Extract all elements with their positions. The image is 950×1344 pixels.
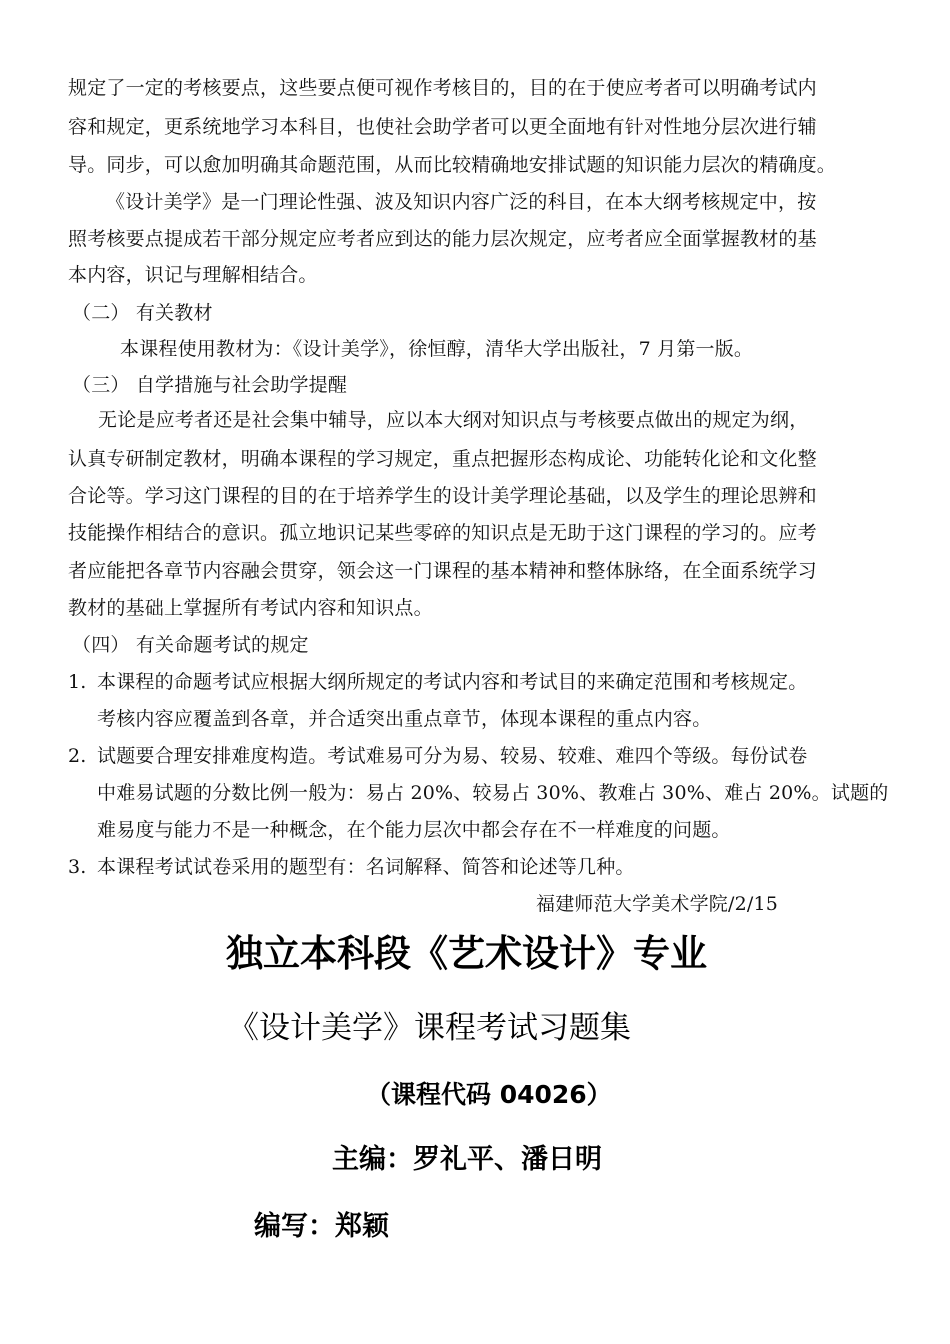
paragraph-line: 无论是应考者还是社会集中辅导，应以本大纲对知识点与考核要点做出的规定为纲， [98, 409, 809, 431]
cover-title: 独立本科段《艺术设计》专业 [226, 932, 707, 975]
page-footer: 福建师范大学美术学院/2/15 [536, 893, 779, 915]
paragraph-line: 《设计美学》是一门理论性强、波及知识内容广泛的科目，在本大纲考核规定中，按 [106, 191, 817, 213]
list-item-line: 中难易试题的分数比例一般为：易占 20%、较易占 30%、教难占 30%、难占 20%。试题的 [97, 782, 889, 804]
paragraph-line: 照考核要点提成若干部分规定应考者应到达的能力层次规定，应考者应全面掌握教材的基 [68, 228, 817, 250]
list-item-number: 3. [68, 856, 87, 878]
list-item-line: 难易度与能力不是一种概念，在个能力层次中都会存在不一样难度的问题。 [97, 819, 731, 841]
paragraph-line: 导。同步，可以愈加明确其命题范围，从而比较精确地安排试题的知识能力层次的精确度。 [68, 154, 837, 176]
course-code: （课程代码 04026） [366, 1080, 612, 1109]
list-item-line: 试题要合理安排难度构造。考试难易可分为易、较易、较难、难四个等级。每份试卷 [97, 745, 808, 767]
paragraph-line: 者应能把各章节内容融会贯穿，领会这一门课程的基本精神和整体脉络，在全面系统学习 [68, 560, 817, 582]
section-heading-exam-rules: （四） 有关命题考试的规定 [72, 634, 309, 656]
paragraph-line: 技能操作相结合的意识。孤立地识记某些零碎的知识点是无助于这门课程的学习的。应考 [68, 522, 817, 544]
list-item-line: 本课程考试试卷采用的题型有：名词解释、简答和论述等几种。 [97, 856, 635, 878]
paragraph-line: 教材的基础上掌握所有考试内容和知识点。 [68, 597, 433, 619]
list-item-number: 1. [68, 671, 87, 693]
section-heading-self-study: （三） 自学措施与社会助学提醒 [72, 374, 348, 396]
section-heading-textbook: （二） 有关教材 [72, 302, 213, 324]
chief-editor: 主编：罗礼平、潘日明 [332, 1144, 602, 1175]
writer: 编写：郑颖 [254, 1211, 389, 1242]
list-item-line: 本课程的命题考试应根据大纲所规定的考试内容和考试目的来确定范围和考核规定。 [97, 671, 808, 693]
list-item-number: 2. [68, 745, 87, 767]
paragraph-line: 本内容，识记与理解相结合。 [68, 264, 318, 286]
paragraph-line: 合论等。学习这门课程的目的在于培养学生的设计美学理论基础，以及学生的理论思辨和 [68, 485, 817, 507]
paragraph-line: 规定了一定的考核要点，这些要点便可视作考核目的，目的在于使应考者可以明确考试内 [68, 77, 817, 99]
cover-subtitle: 《设计美学》课程考试习题集 [228, 1010, 631, 1046]
paragraph-line: 容和规定，更系统地学习本科目，也使社会助学者可以更全面地有针对性地分层次进行辅 [68, 116, 817, 138]
textbook-info: 本课程使用教材为：《设计美学》，徐恒醇，清华大学出版社，7 月第一版。 [120, 338, 754, 360]
list-item-line: 考核内容应覆盖到各章，并合适突出重点章节，体现本课程的重点内容。 [97, 708, 712, 730]
paragraph-line: 认真专研制定教材，明确本课程的学习规定，重点把握形态构成论、功能转化论和文化整 [68, 448, 817, 470]
